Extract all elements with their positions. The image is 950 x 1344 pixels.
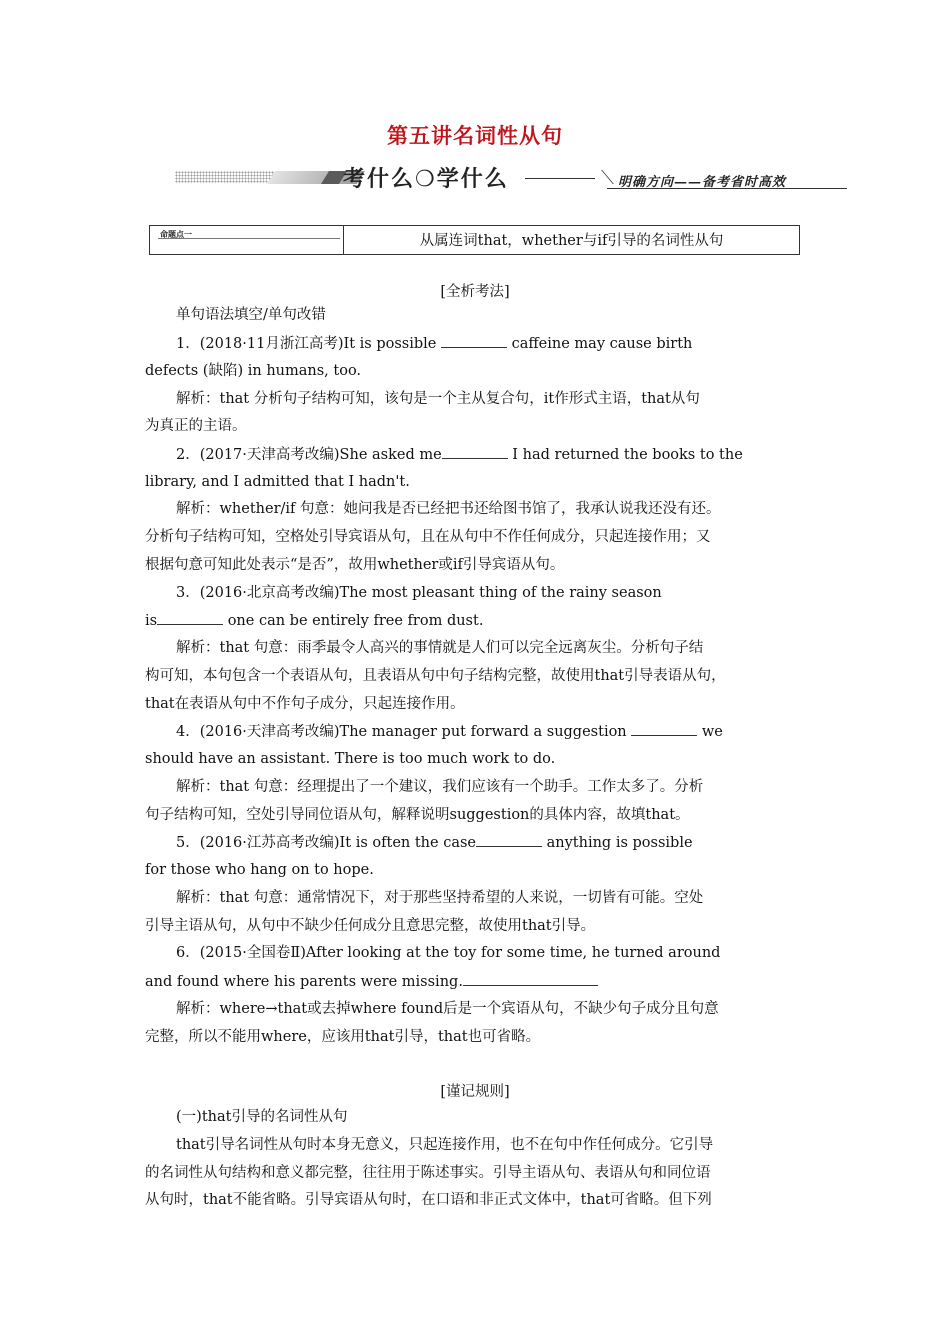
answer-blank bbox=[441, 333, 507, 348]
answer-blank bbox=[157, 610, 223, 625]
answer-4-line-2: 句子结构可知，空处引导同位语从句，解释说明suggestion的具体内容，故填that。 bbox=[145, 807, 690, 823]
rules-paragraph-line-2: 的名词性从句结构和意义都完整，往往用于陈述事实。引导主语从句、表语从句和同位语 bbox=[145, 1165, 711, 1181]
banner-dot-pattern bbox=[175, 171, 275, 183]
topic-tag-line bbox=[158, 238, 340, 239]
rules-paragraph-line-3: 从句时，that不能省略。引导宾语从句时，在口语和非正式文体中，that可省略。但下列 bbox=[145, 1192, 712, 1208]
answer-5-line-2: 引导主语从句，从句中不缺少任何成分且意思完整，故使用that引导。 bbox=[145, 918, 596, 934]
answer-2-line-1: 解析：whether/if 句意：她问我是否已经把书还给图书馆了，我承认说我还没有还。 bbox=[176, 501, 721, 517]
question-text: is bbox=[145, 613, 158, 629]
question-text: 1．(2018·11月浙江高考)It is possible bbox=[176, 336, 437, 352]
question-2-line-2: library, and I admitted that I hadn't. bbox=[145, 474, 410, 490]
answer-2-line-3: 根据句意可知此处表示“是否”，故用whether或if引导宾语从句。 bbox=[145, 557, 565, 573]
banner-subtitle: 明确方向——备考省时高效 bbox=[618, 175, 787, 190]
rules-paragraph-line-1: that引导名词性从句时本身无意义，只起连接作用，也不在句中作任何成分。它引导 bbox=[176, 1137, 714, 1153]
question-6-line-1: 6．(2015·全国卷Ⅱ)After looking at the toy for some time, he turned around bbox=[176, 945, 721, 961]
answer-blank bbox=[442, 444, 508, 459]
question-3-line-2 bbox=[145, 610, 807, 631]
question-2-line-1 bbox=[176, 444, 807, 465]
question-3-line-1: 3．(2016·北京高考改编)The most pleasant thing of the rainy season bbox=[176, 585, 662, 601]
question-text: caffeine may cause birth bbox=[511, 336, 693, 352]
section-heading-analysis: [全析考法] bbox=[440, 284, 510, 300]
question-1-line-1 bbox=[176, 333, 807, 354]
question-text: 5．(2016·江苏高考改编)It is often the case bbox=[176, 835, 476, 851]
answer-6-line-2: 完整，所以不能用where，应该用that引导，that也可省略。 bbox=[145, 1029, 541, 1045]
banner-divider-line bbox=[525, 178, 595, 179]
question-4-line-2: should have an assistant. There is too much work to do. bbox=[145, 751, 556, 767]
question-6-line-2 bbox=[145, 971, 807, 992]
question-5-line-2: for those who hang on to hope. bbox=[145, 862, 374, 878]
question-text: anything is possible bbox=[546, 835, 693, 851]
topic-title: 从属连词that，whether与if引导的名词性从句 bbox=[419, 233, 724, 249]
answer-3-line-1: 解析：that 句意：雨季最令人高兴的事情就是人们可以完全远离灰尘。分析句子结 bbox=[176, 640, 704, 656]
page-title: 第五讲名词性从句 bbox=[387, 124, 563, 148]
answer-3-line-3: that在表语从句中不作句子成分，只起连接作用。 bbox=[145, 696, 465, 712]
answer-blank bbox=[631, 721, 697, 736]
question-text: and found where his parents were missing. bbox=[145, 974, 463, 990]
answer-4-line-1: 解析：that 句意：经理提出了一个建议，我们应该有一个助手。工作太多了。分析 bbox=[176, 779, 704, 795]
answer-blank bbox=[476, 832, 542, 847]
answer-blank bbox=[463, 971, 598, 986]
question-text: one can be entirely free from dust. bbox=[227, 613, 484, 629]
question-text: 4．(2016·天津高考改编)The manager put forward a suggestion bbox=[176, 724, 627, 740]
question-1-line-2: defects (缺陷) in humans, too. bbox=[145, 363, 362, 379]
topic-box bbox=[149, 225, 800, 255]
question-text: we bbox=[701, 724, 723, 740]
answer-1-line-2: 为真正的主语。 bbox=[145, 418, 247, 434]
answer-2-line-2: 分析句子结构可知，空格处引导宾语从句，且在从句中不作任何成分，只起连接作用；又 bbox=[145, 529, 711, 545]
topic-tag: 命题点一 bbox=[160, 230, 192, 239]
answer-3-line-2: 构可知，本句包含一个表语从句，且表语从句中句子结构完整，故使用that引导表语从句， bbox=[145, 668, 726, 684]
answer-1-line-1: 解析：that 分析句子结构可知，该句是一个主从复合句，it作形式主语，that从句 bbox=[176, 391, 700, 407]
section-banner bbox=[175, 160, 847, 192]
section-heading-rules: [谨记规则] bbox=[440, 1084, 510, 1100]
section-subheading: 单句语法填空/单句改错 bbox=[176, 307, 326, 323]
answer-5-line-1: 解析：that 句意：通常情况下，对于那些坚持希望的人来说，一切皆有可能。空处 bbox=[176, 890, 704, 906]
rules-subheading: (一)that引导的名词性从句 bbox=[176, 1109, 348, 1125]
banner-underline bbox=[607, 188, 847, 189]
question-5-line-1 bbox=[176, 832, 807, 853]
banner-slash bbox=[587, 170, 614, 184]
answer-6-line-1: 解析：where→that或去掉where found后是一个宾语从句，不缺少句子成分且句意 bbox=[176, 1001, 719, 1017]
question-text: I had returned the books to the bbox=[512, 447, 743, 463]
banner-main-text: 考什么❍学什么 bbox=[343, 167, 509, 192]
question-text: 2．(2017·天津高考改编)She asked me bbox=[176, 447, 442, 463]
question-4-line-1 bbox=[176, 721, 807, 742]
